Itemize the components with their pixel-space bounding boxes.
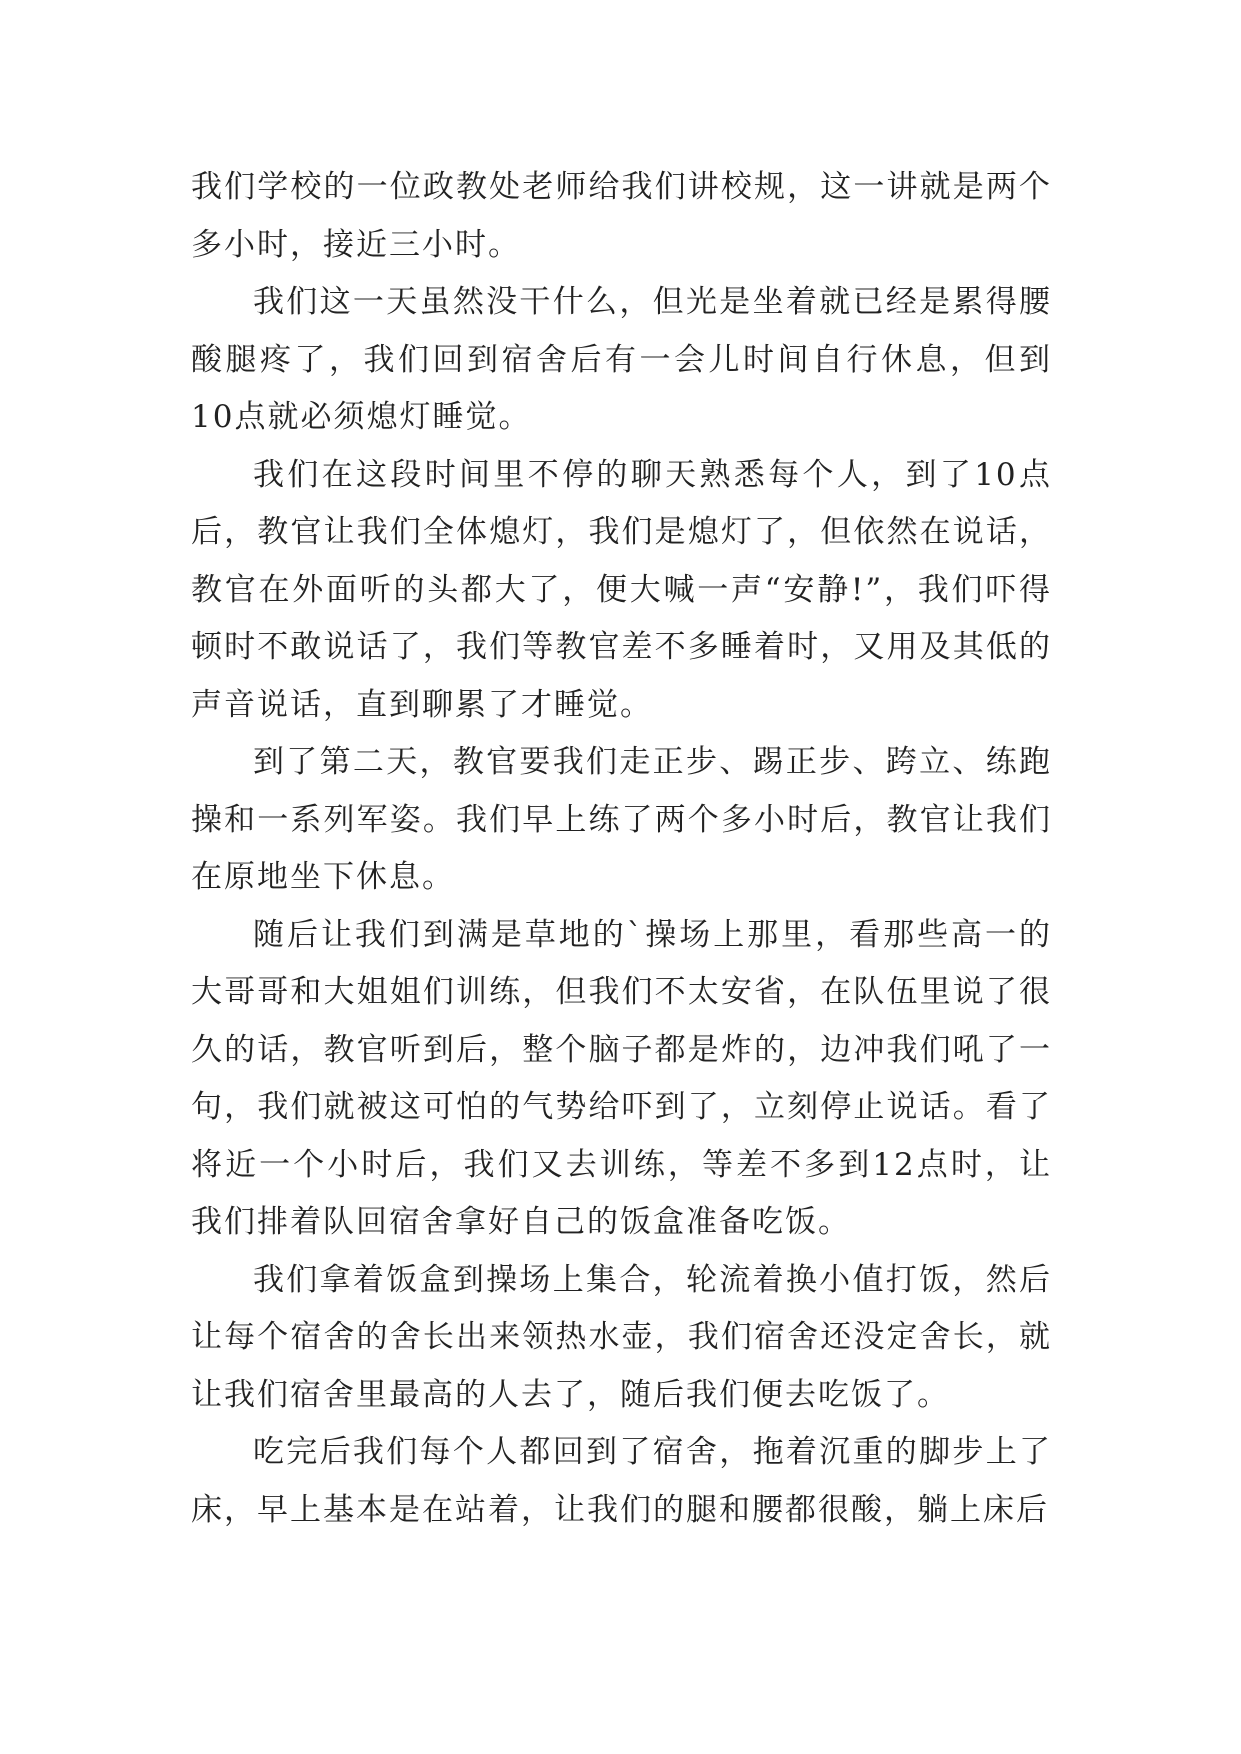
paragraph-1: 我们学校的一位政教处老师给我们讲校规，这一讲就是两个多小时，接近三小时。 <box>191 169 1052 263</box>
paragraph-4: 到了第二天，教官要我们走正步、踢正步、跨立、练跑操和一系列军姿。我们早上练了两个多小时后，教官让我们在原地坐下休息。 <box>191 744 1052 895</box>
paragraph-3: 我们在这段时间里不停的聊天熟悉每个人，到了10点后，教官让我们全体熄灯，我们是熄灯了，但依然在说话，教官在外面听的头都大了，便大喊一声“安静!”，我们吓得顿时不敢说话了，我们等教官差不多睡着时，又用及其低的声音说话，直到聊累了才睡觉。 <box>191 456 1052 723</box>
paragraph-2: 我们这一天虽然没干什么，但光是坐着就已经是累得腰酸腿疼了，我们回到宿舍后有一会儿时间自行休息，但到10点就必须熄灯睡觉。 <box>191 284 1052 435</box>
paragraph-5: 随后让我们到满是草地的`操场上那里，看那些高一的大哥哥和大姐姐们训练，但我们不太安省，在队伍里说了很久的话，教官听到后，整个脑子都是炸的，边冲我们吼了一句，我们就被这可怕的气势给吓到了，立刻停止说话。看了将近一个小时后，我们又去训练，等差不多到12点时，让我们排着队回宿舍拿好自己的饭盒准备吃饭。 <box>191 916 1052 1240</box>
paragraph-7: 吃完后我们每个人都回到了宿舍，拖着沉重的脚步上了床，早上基本是在站着，让我们的腿和腰都很酸，躺上床后 <box>191 1434 1052 1528</box>
paragraph-6: 我们拿着饭盒到操场上集合，轮流着换小值打饭，然后让每个宿舍的舍长出来领热水壶，我们宿舍还没定舍长，就让我们宿舍里最高的人去了，随后我们便去吃饭了。 <box>191 1261 1052 1413</box>
body-text <box>191 159 1052 1539</box>
